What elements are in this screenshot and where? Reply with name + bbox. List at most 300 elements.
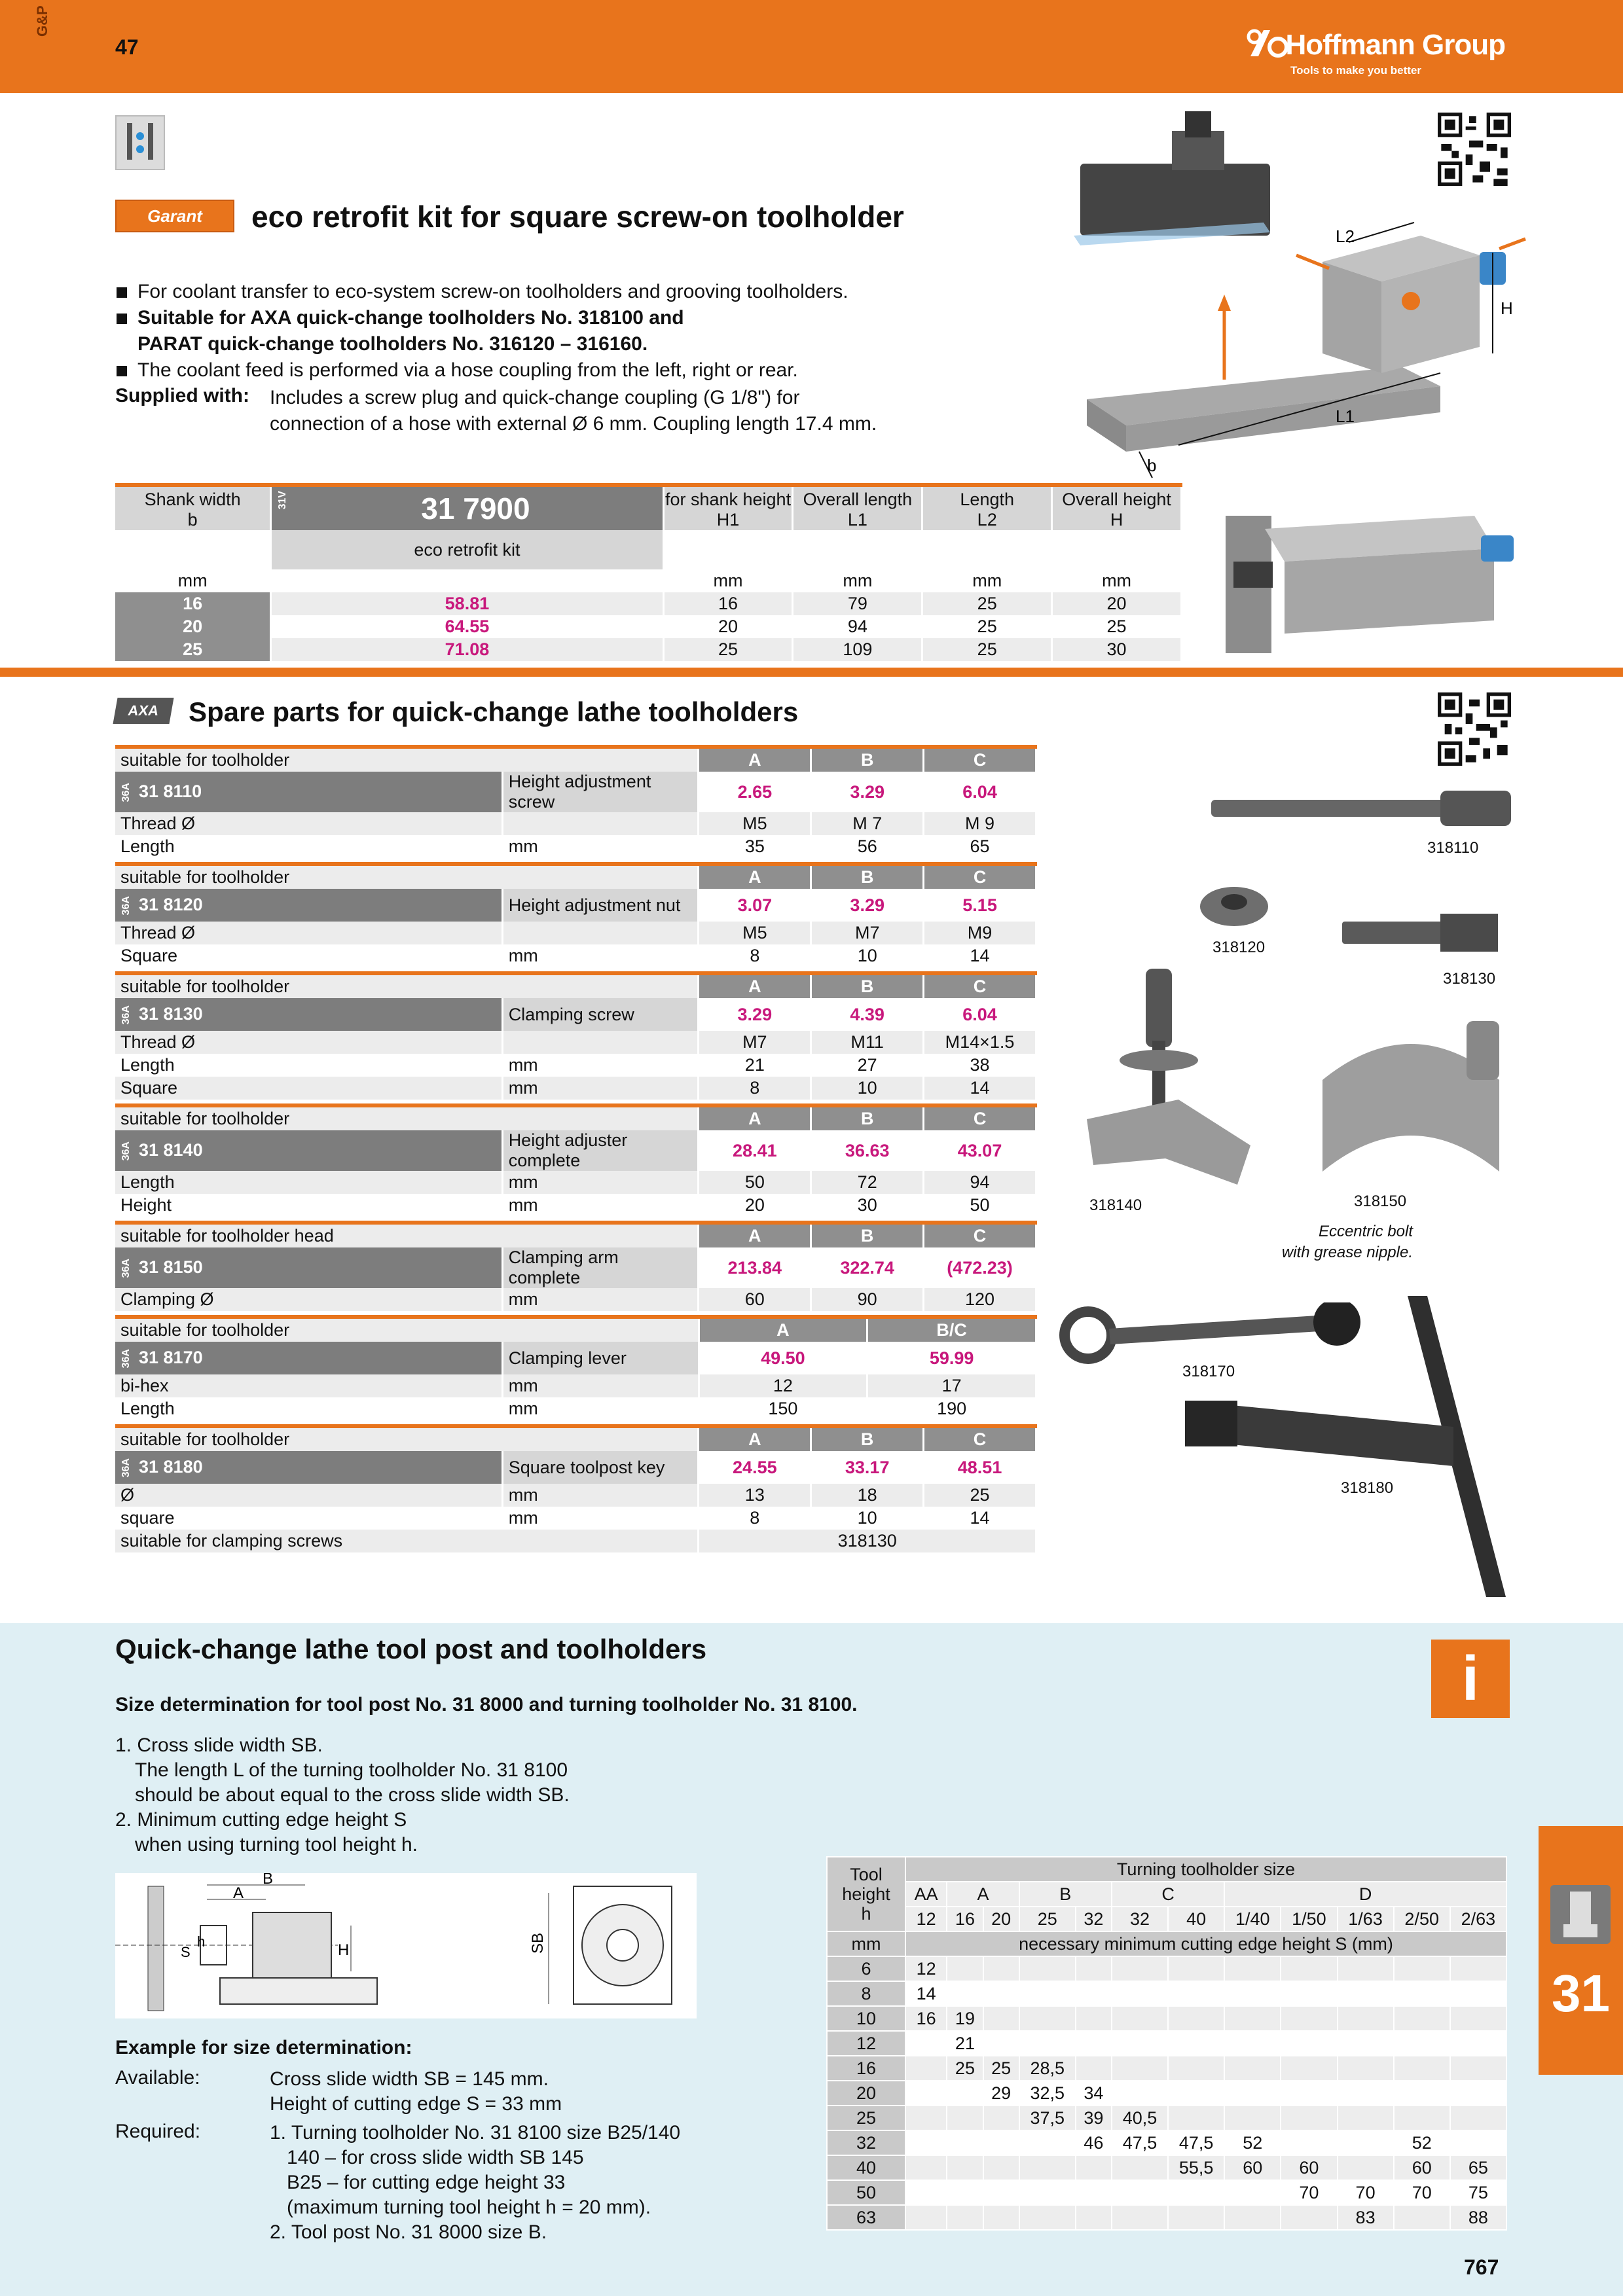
cutting-height-cell: 65 <box>1450 2155 1506 2180</box>
sub-size-cell: 1/50 <box>1281 1907 1337 1931</box>
part-photo-318110 <box>1211 785 1512 831</box>
cutting-height-cell: 19 <box>947 2006 983 2031</box>
col-shank-height: for shank height H1 <box>663 485 793 530</box>
cutting-height-cell <box>1112 2155 1168 2180</box>
cutting-height-cell: 75 <box>1450 2180 1506 2205</box>
cutting-height-cell <box>1394 2006 1450 2031</box>
unit-cell: mm <box>663 569 793 592</box>
spec-unit <box>502 922 699 944</box>
cutting-height-cell: 46 <box>1076 2130 1112 2155</box>
cutting-height-cell: 29 <box>983 2081 1019 2106</box>
cutting-height-cell <box>1338 2056 1394 2081</box>
suitable-label: suitable for toolholder <box>115 1105 699 1130</box>
col-overall-length: Overall length L1 <box>793 485 922 530</box>
cutting-height-cell <box>1224 2006 1281 2031</box>
sub-size-row <box>827 1907 1506 1931</box>
cutting-height-cell <box>1281 2056 1337 2081</box>
size-header: B <box>1019 1882 1112 1907</box>
cutting-height-cell <box>1394 2031 1450 2056</box>
table-row <box>827 2031 1506 2056</box>
dim-label-sb: SB <box>529 1932 547 1954</box>
spec-value: M5 <box>699 922 811 944</box>
spec-value: 27 <box>811 1054 924 1077</box>
table-row <box>827 1981 1506 2006</box>
spec-unit: mm <box>502 1507 699 1530</box>
tool-height-cell: 6 <box>827 1956 905 1981</box>
spec-unit <box>502 812 699 835</box>
cutting-height-cell: 14 <box>905 1981 947 2006</box>
info-subtitle: Size determination for tool post No. 31 8000 and turning toolholder No. 31 8100. <box>115 1694 858 1715</box>
size-col-header: B/C <box>867 1317 1036 1342</box>
size-col-header: A <box>699 1105 811 1130</box>
spec-value: 8 <box>699 1077 811 1100</box>
spare-parts-tables <box>115 745 1037 1556</box>
cutting-height-cell <box>1019 2130 1076 2155</box>
cutting-height-cell <box>1112 2056 1168 2081</box>
suitable-label: suitable for toolholder <box>115 1317 699 1342</box>
spec-value: 50 <box>924 1194 1036 1217</box>
cutting-height-cell <box>1224 2081 1281 2106</box>
spare-part-table <box>115 1424 1037 1552</box>
spec-label: Square <box>115 944 502 967</box>
available-label: Available: <box>115 2067 200 2089</box>
spec-value: M11 <box>811 1031 924 1054</box>
cutting-height-cell <box>947 2106 983 2130</box>
unit-cell: mm <box>922 569 1052 592</box>
cutting-height-cell <box>1394 2056 1450 2081</box>
cutting-height-cell <box>1168 2205 1224 2230</box>
step-line: 2. Minimum cutting edge height S <box>115 1809 407 1831</box>
price-cell: 36.63 <box>811 1130 924 1171</box>
cutting-height-cell <box>1281 1956 1337 1981</box>
caption-318170: 318170 <box>1182 1363 1235 1380</box>
table-row <box>827 2180 1506 2205</box>
dim-label-s: S <box>181 1944 191 1960</box>
cutting-height-cell <box>1076 1981 1112 2006</box>
table-row <box>115 944 1036 967</box>
suitable-label: suitable for toolholder <box>115 1426 699 1451</box>
cutting-height-cell <box>905 2031 947 2056</box>
table-row <box>115 1054 1036 1077</box>
tool-height-cell: 12 <box>827 2031 905 2056</box>
item-name-cell: Clamping screw <box>502 998 699 1031</box>
note-cell: necessary minimum cutting edge height S (mm) <box>905 1931 1506 1956</box>
spec-unit <box>502 1031 699 1054</box>
spec-label: bi-hex <box>115 1374 502 1397</box>
cutting-height-cell <box>1338 1956 1394 1981</box>
cutting-height-cell <box>983 2006 1019 2031</box>
cutting-height-cell <box>947 2081 983 2106</box>
spec-unit: mm <box>502 1194 699 1217</box>
cutting-height-cell <box>1112 1956 1168 1981</box>
size-header: AA <box>905 1882 947 1907</box>
cutting-height-cell <box>1394 1956 1450 1981</box>
cutting-height-cell <box>1338 2155 1394 2180</box>
cutting-height-cell <box>983 2155 1019 2180</box>
cutting-height-cell <box>1076 2006 1112 2031</box>
cutting-height-cell: 83 <box>1338 2205 1394 2230</box>
part-photo-318130 <box>1342 910 1499 956</box>
brand-name: Hoffmann Group <box>1285 29 1505 61</box>
cutting-height-cell <box>983 2106 1019 2130</box>
price-cell: 28.41 <box>699 1130 811 1171</box>
unit-cell: mm <box>115 569 271 592</box>
price-cell: 3.29 <box>811 889 924 922</box>
cutting-height-cell <box>1338 2130 1394 2155</box>
price-cell: 64.55 <box>271 615 663 638</box>
tool-height-cell: 20 <box>827 2081 905 2106</box>
cutting-height-cell <box>1112 2006 1168 2031</box>
spec-value: 14 <box>924 1077 1036 1100</box>
spec-value: M7 <box>811 922 924 944</box>
part-photo-318120 <box>1198 884 1270 929</box>
price-cell: 5.15 <box>924 889 1036 922</box>
bullet-item: For coolant transfer to eco-system screw-on toolholders and grooving toolholders. <box>115 279 1045 305</box>
cutting-height-cell <box>1112 2205 1168 2230</box>
cutting-height-cell <box>1019 2155 1076 2180</box>
table-row <box>115 1507 1036 1530</box>
cutting-height-cell <box>1076 2155 1112 2180</box>
price-cell: (472.23) <box>924 1247 1036 1288</box>
part-photo-318150 <box>1316 1021 1506 1191</box>
example-title: Example for size determination: <box>115 2037 412 2058</box>
cutting-height-cell <box>1019 1956 1076 1981</box>
cutting-height-cell <box>905 2130 947 2155</box>
cutting-height-cell: 28,5 <box>1019 2056 1076 2081</box>
toolpost-technical-drawing <box>115 1873 697 2018</box>
clamp-value: 318130 <box>699 1530 1036 1552</box>
cutting-height-cell: 32,5 <box>1019 2081 1076 2106</box>
table-row <box>115 835 1036 858</box>
col-shank-width: Shank width b <box>115 485 271 530</box>
item-name-cell: Height adjustment screw <box>502 772 699 812</box>
spec-unit: mm <box>502 1288 699 1311</box>
spec-value: 38 <box>924 1054 1036 1077</box>
price-cell: 322.74 <box>811 1247 924 1288</box>
sub-size-cell: 2/63 <box>1450 1907 1506 1931</box>
item-number-cell: 31V 31 7900 <box>271 485 663 530</box>
table-row <box>115 1374 1036 1397</box>
cutting-height-cell <box>1019 2031 1076 2056</box>
spec-value: 12 <box>699 1374 867 1397</box>
cutting-height-cell <box>1224 2031 1281 2056</box>
info-icon: i <box>1431 1640 1510 1718</box>
spec-value: 14 <box>924 1507 1036 1530</box>
tool-height-cell: 50 <box>827 2180 905 2205</box>
cutting-height-cell <box>1338 2081 1394 2106</box>
item-name-cell: Square toolpost key <box>502 1451 699 1484</box>
tool-height-cell: 10 <box>827 2006 905 2031</box>
cutting-height-cell: 21 <box>947 2031 983 2056</box>
spec-unit: mm <box>502 1374 699 1397</box>
cutting-height-cell <box>1076 2205 1112 2230</box>
spec-label: Square <box>115 1077 502 1100</box>
cutting-height-cell <box>983 2031 1019 2056</box>
hoffmann-logo-icon <box>1244 27 1291 59</box>
section-divider <box>0 668 1623 677</box>
size-col-header: B <box>811 1223 924 1247</box>
price-cell: 2.65 <box>699 772 811 812</box>
price-cell: 49.50 <box>699 1342 867 1374</box>
cutting-height-cell: 60 <box>1281 2155 1337 2180</box>
spec-label: Length <box>115 1397 502 1420</box>
spare-part-table <box>115 862 1037 967</box>
cutting-height-cell <box>1281 2130 1337 2155</box>
table-row: 16 58.81 16 79 25 20 <box>115 592 1182 615</box>
spec-value: 21 <box>699 1054 811 1077</box>
suitable-label: suitable for toolholder head <box>115 1223 699 1247</box>
spec-unit: mm <box>502 944 699 967</box>
cutting-height-cell <box>1168 2031 1224 2056</box>
cutting-height-cell: 55,5 <box>1168 2155 1224 2180</box>
spec-value: 94 <box>924 1171 1036 1194</box>
table-row <box>827 2006 1506 2031</box>
spare-part-table <box>115 971 1037 1100</box>
cutting-height-cell <box>1168 2056 1224 2081</box>
spec-value: 10 <box>811 944 924 967</box>
page-number-top: 47 <box>115 35 139 59</box>
cutting-height-cell: 39 <box>1076 2106 1112 2130</box>
cutting-height-cell <box>905 2205 947 2230</box>
size-col-header: A <box>699 1223 811 1247</box>
cutting-height-cell <box>1394 2106 1450 2130</box>
cutting-height-cell <box>1450 2130 1506 2155</box>
cutting-height-cell <box>947 1981 983 2006</box>
table-row <box>115 1031 1036 1054</box>
chapter-tab <box>1539 1826 1623 2075</box>
cutting-height-cell: 37,5 <box>1019 2106 1076 2130</box>
axa-logo: AXA <box>113 698 173 724</box>
cutting-height-cell <box>1076 2056 1112 2081</box>
qr-code-icon <box>1438 692 1511 766</box>
spec-value: 90 <box>811 1288 924 1311</box>
sub-size-cell: 20 <box>983 1907 1019 1931</box>
cutting-height-cell <box>1450 2031 1506 2056</box>
price-cell: 33.17 <box>811 1451 924 1484</box>
caption-318130: 318130 <box>1443 970 1496 988</box>
cutting-height-cell: 70 <box>1338 2180 1394 2205</box>
caption-318180: 318180 <box>1341 1479 1394 1497</box>
table-row <box>827 2106 1506 2130</box>
spec-label: square <box>115 1507 502 1530</box>
cutting-height-cell <box>1224 1956 1281 1981</box>
eccentric-note: Eccentric bolt with grease nipple. <box>1281 1223 1413 1261</box>
spec-value: 56 <box>811 835 924 858</box>
spec-label: Thread Ø <box>115 922 502 944</box>
size-col-header: C <box>924 1426 1036 1451</box>
cutting-height-cell <box>905 2155 947 2180</box>
cutting-height-cell <box>1338 1981 1394 2006</box>
table-row <box>827 2056 1506 2081</box>
spec-label: Length <box>115 1171 502 1194</box>
cutting-height-cell <box>1112 1981 1168 2006</box>
cutting-height-cell <box>905 2056 947 2081</box>
spare-part-table <box>115 745 1037 858</box>
cutting-height-cell <box>1112 2031 1168 2056</box>
cutting-height-cell <box>1281 1981 1337 2006</box>
tool-height-cell: 8 <box>827 1981 905 2006</box>
spec-unit: mm <box>502 835 699 858</box>
dim-label-h: H <box>1501 298 1513 318</box>
size-col-header: B <box>811 864 924 889</box>
spec-value: 17 <box>867 1374 1036 1397</box>
price-cell: 213.84 <box>699 1247 811 1288</box>
step-line: when using turning tool height h. <box>135 1834 418 1856</box>
cutting-height-cell: 34 <box>1076 2081 1112 2106</box>
tool-height-cell: 16 <box>827 2056 905 2081</box>
spec-unit: mm <box>502 1171 699 1194</box>
cutting-height-cell: 88 <box>1450 2205 1506 2230</box>
cutting-height-cell <box>1281 2081 1337 2106</box>
size-col-header: A <box>699 1317 867 1342</box>
spec-unit: mm <box>502 1397 699 1420</box>
table-row <box>115 1530 1036 1552</box>
available-text: Cross slide width SB = 145 mm. Height of cutting edge S = 33 mm <box>270 2068 562 2115</box>
sub-size-cell: 40 <box>1168 1907 1224 1931</box>
table-row <box>827 1956 1506 1981</box>
item-name-cell: Clamping lever <box>502 1342 699 1374</box>
cutting-height-cell <box>1168 1981 1224 2006</box>
cutting-height-cell: 60 <box>1394 2155 1450 2180</box>
price-cell: 48.51 <box>924 1451 1036 1484</box>
spec-value: 8 <box>699 1507 811 1530</box>
spec-value: M5 <box>699 812 811 835</box>
spec-unit: mm <box>502 1054 699 1077</box>
spec-value: 25 <box>924 1484 1036 1507</box>
item-number-cell: 36A 31 8180 <box>115 1451 502 1484</box>
eco-title: eco retrofit kit for square screw-on toolholder <box>251 200 904 234</box>
size-col-header: A <box>699 747 811 772</box>
cutting-height-cell <box>983 2205 1019 2230</box>
eco-bullet-list <box>115 279 1045 384</box>
price-cell: 6.04 <box>924 998 1036 1031</box>
sub-size-cell: 16 <box>947 1907 983 1931</box>
spec-value: 10 <box>811 1077 924 1100</box>
size-header: A <box>947 1882 1019 1907</box>
dim-label-b-upper: B <box>263 1873 274 1888</box>
size-col-header: C <box>924 1223 1036 1247</box>
tool-height-cell: 40 <box>827 2155 905 2180</box>
cutting-height-cell <box>1281 2031 1337 2056</box>
size-col-header: B <box>811 1105 924 1130</box>
spec-value: 72 <box>811 1171 924 1194</box>
table-row <box>827 2130 1506 2155</box>
coolant-icon <box>115 115 165 170</box>
suitable-label: suitable for toolholder <box>115 864 699 889</box>
table-row <box>115 922 1036 944</box>
table-row <box>115 1288 1036 1311</box>
price-cell: 4.39 <box>811 998 924 1031</box>
cutting-height-cell <box>947 2205 983 2230</box>
spec-value: 150 <box>699 1397 867 1420</box>
item-number-cell: 36A 31 8140 <box>115 1130 502 1171</box>
spec-value: 13 <box>699 1484 811 1507</box>
cutting-height-cell <box>1450 1981 1506 2006</box>
size-col-header: C <box>924 973 1036 998</box>
spec-value: M14×1.5 <box>924 1031 1036 1054</box>
cutting-height-cell <box>947 1956 983 1981</box>
spare-part-table <box>115 1103 1037 1217</box>
dim-label-l1: L1 <box>1336 406 1355 426</box>
spec-unit: mm <box>502 1077 699 1100</box>
size-col-header: C <box>924 1105 1036 1130</box>
size-col-header: C <box>924 864 1036 889</box>
cutting-height-cell <box>1224 1981 1281 2006</box>
spare-title: Spare parts for quick-change lathe toolholders <box>189 696 799 727</box>
dim-label-a: A <box>233 1884 244 1902</box>
spec-label: Thread Ø <box>115 812 502 835</box>
item-name-cell: Clamping arm complete <box>502 1247 699 1288</box>
cutting-height-cell: 40,5 <box>1112 2106 1168 2130</box>
cutting-height-cell: 60 <box>1224 2155 1281 2180</box>
size-col-header: A <box>699 864 811 889</box>
sub-size-cell: 1/40 <box>1224 1907 1281 1931</box>
cutting-height-cell <box>1019 2180 1076 2205</box>
unit-cell: mm <box>827 1931 905 1956</box>
bullet-item: Suitable for AXA quick-change toolholders No. 318100 and PARAT quick-change toolholders No. 316120 – 316160. <box>115 305 1045 357</box>
spec-value: 14 <box>924 944 1036 967</box>
table-row <box>115 1194 1036 1217</box>
item-number-cell: 36A 31 8150 <box>115 1247 502 1288</box>
cutting-height-cell <box>983 1956 1019 1981</box>
spec-value: 60 <box>699 1288 811 1311</box>
caption-318110: 318110 <box>1427 839 1479 857</box>
dim-label-l2: L2 <box>1336 226 1355 246</box>
cutting-height-cell <box>905 2180 947 2205</box>
cutting-height-cell <box>1019 2205 1076 2230</box>
table-row <box>115 1484 1036 1507</box>
col-group-header: Turning toolholder size <box>905 1857 1506 1882</box>
size-col-header: B <box>811 1426 924 1451</box>
step-line: The length L of the turning toolholder No. 31 8100 <box>135 1759 568 1781</box>
dim-label-b: b <box>1147 456 1157 475</box>
spec-value: 20 <box>699 1194 811 1217</box>
size-header: D <box>1224 1882 1506 1907</box>
price-cell: 6.04 <box>924 772 1036 812</box>
table-row: 25 71.08 25 109 25 30 <box>115 638 1182 661</box>
cutting-height-cell <box>1168 2081 1224 2106</box>
cutting-height-cell <box>947 2180 983 2205</box>
cutting-height-cell <box>1394 2081 1450 2106</box>
cutting-height-cell: 25 <box>947 2056 983 2081</box>
eco-kit-illustration <box>1074 98 1532 484</box>
brand-tagline: Tools to make you better <box>1290 64 1421 77</box>
cutting-height-cell <box>1112 2180 1168 2205</box>
spec-value: 190 <box>867 1397 1036 1420</box>
spec-value: M7 <box>699 1031 811 1054</box>
cutting-height-cell <box>905 2106 947 2130</box>
spec-label: Height <box>115 1194 502 1217</box>
size-col-header: A <box>699 973 811 998</box>
price-cell: 43.07 <box>924 1130 1036 1171</box>
spec-value: M 7 <box>811 812 924 835</box>
cutting-height-cell <box>1450 1956 1506 1981</box>
caption-318150: 318150 <box>1354 1193 1407 1210</box>
dim-label-h-lower: h <box>197 1933 206 1950</box>
cutting-height-cell <box>983 2130 1019 2155</box>
sub-size-cell: 12 <box>905 1907 947 1931</box>
cutting-height-cell <box>1019 2006 1076 2031</box>
cutting-height-cell <box>947 2155 983 2180</box>
cutting-height-cell <box>1450 2006 1506 2031</box>
item-number-cell: 36A 31 8170 <box>115 1342 502 1374</box>
size-col-header: C <box>924 747 1036 772</box>
cutting-height-cell <box>1450 2106 1506 2130</box>
cutting-height-cell <box>1394 1981 1450 2006</box>
table-row <box>827 2081 1506 2106</box>
cutting-height-cell <box>1168 1956 1224 1981</box>
table-row <box>115 1171 1036 1194</box>
